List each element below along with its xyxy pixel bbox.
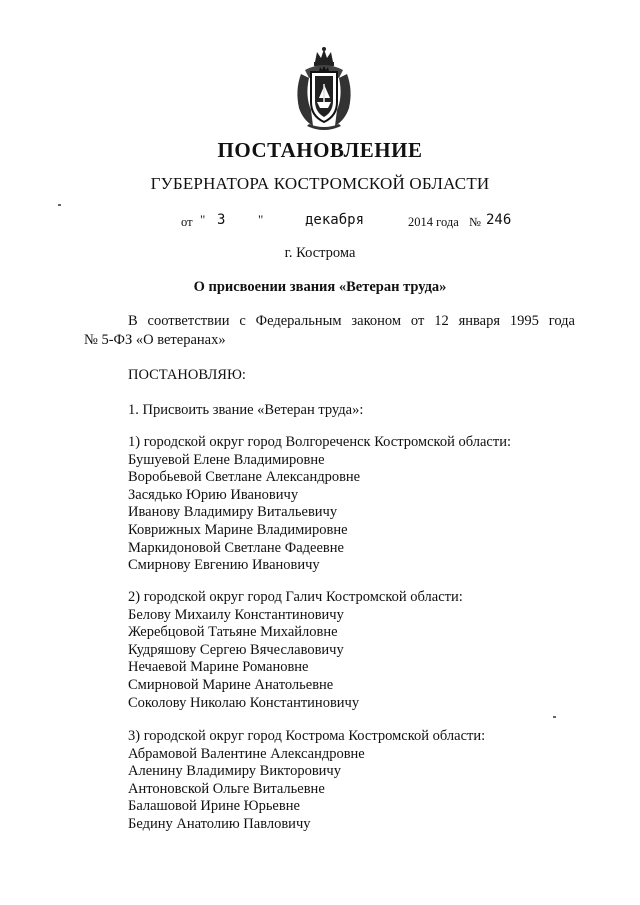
list-item: Смирнову Евгению Ивановичу [128,557,320,574]
date-year: 2014 года [408,215,459,229]
group-heading: 2) городской округ город Галич Костромской области: [128,589,463,605]
scan-speck [58,204,61,206]
list-item: Белову Михаилу Константиновичу [128,606,344,623]
group-volgorechensk [128,434,511,575]
list-item: Коврижных Марине Владимировне [128,521,348,538]
list-item: Соколову Николаю Константиновичу [128,694,360,711]
date-prefix: от [181,215,193,229]
document-number: 246 [486,212,512,228]
decree-word: ПОСТАНОВЛЯЮ: [128,367,246,383]
list-item: Антоновской Ольге Витальевне [128,780,325,797]
preamble-line-1: В соответствии с Федеральным законом от 12 января 1995 года [128,313,575,329]
list-item: Маркидоновой Светлане Фадеевне [128,539,344,556]
list-item: Кудряшову Сергею Вячеславовичу [128,641,344,658]
list-item: Засядько Юрию Ивановичу [128,486,299,503]
list-item: Иванову Владимиру Витальевичу [128,504,338,521]
item-1-text: 1. Присвоить звание «Ветеран труда»: [128,402,364,418]
quote-close: " [258,212,264,227]
list-item: Бушуевой Елене Владимировне [128,451,325,468]
issuer-title: ГУБЕРНАТОРА КОСТРОМСКОЙ ОБЛАСТИ [150,174,490,193]
list-item: Абрамовой Валентине Александровне [128,745,365,762]
group-galich [128,589,463,712]
date-month: декабря [305,212,365,228]
preamble-paragraph [84,312,575,350]
list-item: Нечаевой Марине Романовне [128,659,309,676]
list-item: Смирновой Марине Анатольевне [128,676,334,693]
list-item: Бедину Анатолию Павловичу [128,815,311,832]
date-line [0,210,640,234]
subject-heading: О присвоении звания «Ветеран труда» [193,279,447,295]
group-heading: 3) городской округ город Кострома Костромской области: [128,728,486,744]
list-item: Воробьевой Светлане Александровне [128,469,361,486]
number-sign: № [469,215,481,229]
scan-speck [553,716,556,718]
quote-open: " [200,212,206,227]
list-item: Балашовой Ирине Юрьевне [128,798,300,815]
city-line: г. Кострома [284,245,356,261]
group-heading: 1) городской округ город Волгореченск Костромской области: [128,434,511,450]
coat-of-arms-emblem [293,46,355,132]
document-title: ПОСТАНОВЛЕНИЕ [217,138,423,162]
group-kostroma [128,728,485,834]
date-day: 3 [217,212,226,228]
list-item: Аленину Владимиру Викторовичу [128,763,341,780]
preamble-line-2: № 5-ФЗ «О ветеранах» [84,332,226,348]
list-item: Жеребцовой Татьяне Михайловне [128,624,338,641]
